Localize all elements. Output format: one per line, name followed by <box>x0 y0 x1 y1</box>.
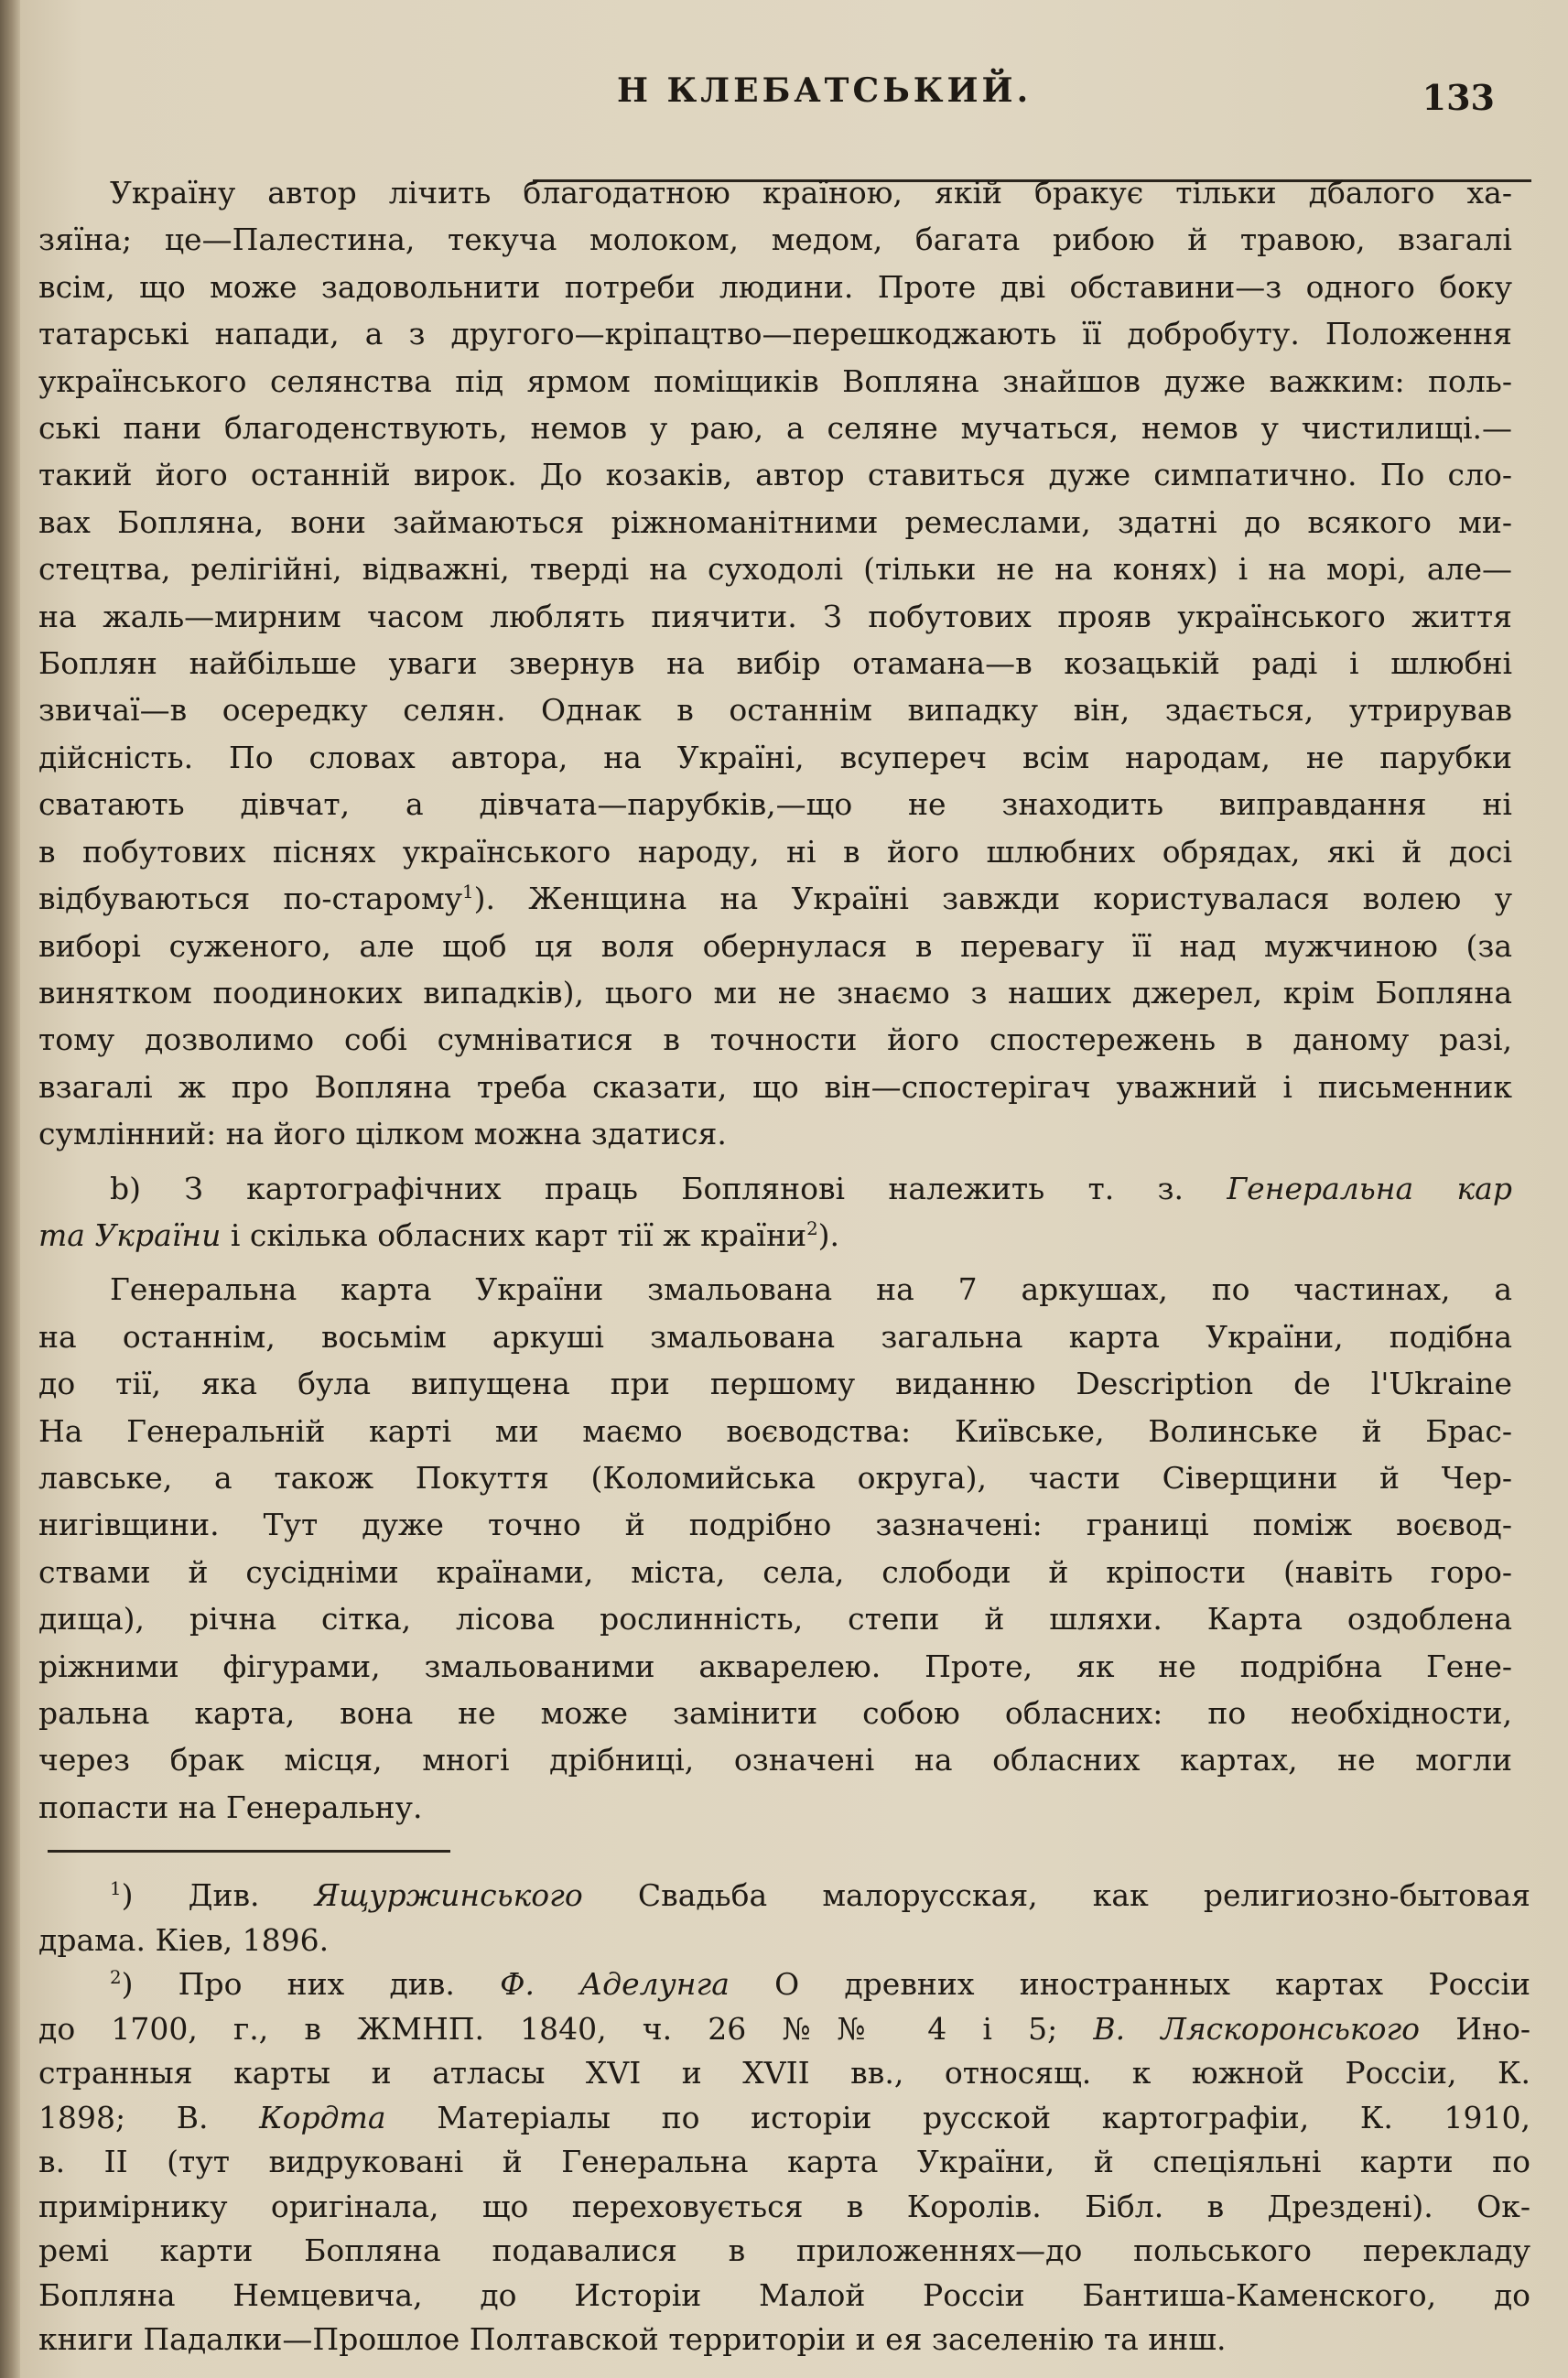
book-gutter <box>0 0 20 2378</box>
footnote-2-line: в. II (тут видруковані й Генеральна карта України, й спеціяльні карти по <box>38 2144 1530 2179</box>
text-line: ріжними фігурами, змальованими акварелею. Проте, як не подрібна Гене- <box>38 1648 1512 1684</box>
text-line: звичаї—в осередку селян. Однак в останнім випадку він, здається, утрирував <box>38 692 1512 729</box>
footnote-1-line: драма. Кіев, 1896. <box>38 1921 330 1958</box>
footnote-1-line <box>38 1874 1530 1919</box>
text-segment: ) Див. <box>121 1877 260 1913</box>
text-line: на жаль—мирним часом люблять пиячити. З побутових прояв українського життя <box>38 598 1512 634</box>
page-header <box>533 71 1531 126</box>
text-line: сумлінний: на його цілком можна здатися. <box>38 1116 727 1152</box>
text-line: На Генеральній карті ми маємо воєводства: Київське, Волинське й Брас- <box>38 1412 1512 1449</box>
author-name: Кордта <box>259 2099 386 2135</box>
text-line: виборі суженого, але щоб ця воля обернулася в перевагу її над мужчиною (за <box>38 927 1512 964</box>
footnote-marker: 2 <box>110 1967 122 1988</box>
text-segment: ). Женщина на Україні завжди користувалася волею у <box>473 881 1512 917</box>
section-b-line: та України і скілька обласних карт тії ж країни$^2$). <box>38 1216 840 1253</box>
text-segment: і скілька обласних карт тії ж країни <box>230 1216 807 1253</box>
footnote-2-line: ремі карти Бопляна подавалися в приложеннях—до польського перекладу <box>38 2232 1530 2268</box>
footnote-ref-2: 2 <box>806 1217 818 1239</box>
text-segment: відбуваються по-старому <box>38 881 463 917</box>
text-line: нигівщини. Тут дуже точно й подрібно зазначені: границі поміж воєвод- <box>38 1507 1512 1543</box>
footnote-2-line: странныя карты и атласы XVI и XVII вв., относящ. к южной Россіи, К. <box>38 2055 1530 2091</box>
map-title: та України <box>38 1216 222 1253</box>
text-line: татарські напади, а з другого—кріпацтво—перешкоджають її добробуту. Положення <box>38 316 1512 352</box>
text-line: дійсність. По словах автора, на Україні, всупереч всім народам, не парубки <box>38 739 1512 775</box>
author-name: Ящуржинського <box>314 1877 583 1913</box>
section-b-line <box>38 1165 1512 1212</box>
text-segment: Матеріалы по исторіи русской картографіи, К. 1910, <box>437 2099 1530 2135</box>
text-line <box>38 875 1512 922</box>
running-title: Н КЛЕБАТСЬКИЙ. <box>617 71 1033 110</box>
text-segment: до 1700, г., в ЖМНП. 1840, ч. 26 №№ 4 і 5; <box>38 2010 1058 2047</box>
page-number: 133 <box>1422 77 1495 118</box>
text-line: українського селянства під ярмом поміщиків Вопляна знайшов дуже важким: поль- <box>38 362 1512 399</box>
text-line: Україну автор лічить благодатною країною, якій бракує тільки дбалого ха- <box>110 175 1512 211</box>
text-line: стецтва, релігійні, відважні, тверді на суходолі (тільки не на конях) і на морі, але— <box>38 551 1512 588</box>
text-line: винятком поодиноких випадків), цього ми не знаємо з наших джерел, крім Бопляна <box>38 974 1512 1011</box>
footnote-rule <box>48 1850 450 1853</box>
text-line: попасти на Генеральну. <box>38 1789 423 1825</box>
text-line: ські пани благоденствують, немов у раю, а селяне мучаться, немов у чистилищі.— <box>38 410 1512 447</box>
author-name: В. Ляскоронського <box>1093 2010 1421 2047</box>
text-line: до тії, яка була випущена при першому виданню Description de l'Ukraine <box>38 1366 1512 1402</box>
text-line: всім, що може задовольнити потреби людини. Проте дві обставини—з одного боку <box>38 268 1512 305</box>
map-title: Генеральна кар <box>1227 1170 1512 1206</box>
footnote-2-line: Бопляна Немцевича, до Исторіи Малой Россіи Бантиша-Каменского, до <box>38 2276 1530 2313</box>
text-segment: ) Про них див. <box>121 1966 455 2002</box>
text-segment: 1898; В. <box>38 2099 209 2135</box>
text-line: тому дозволимо собі сумніватися в точности його спостережень в даному разі, <box>38 1021 1512 1058</box>
text-line: взагалі ж про Вопляна треба сказати, що він—спостерігач уважний і письменник <box>38 1068 1512 1105</box>
author-name: Ф. Аделунга <box>500 1966 730 2002</box>
text-line: Боплян найбільше уваги звернув на вибір отамана—в козацькій раді і шлюбні <box>38 645 1512 682</box>
text-line: Генеральна карта України змальована на 7 аркушах, по частинах, а <box>110 1271 1512 1308</box>
text-line: через брак місця, многі дрібниці, означені на обласних картах, не могли <box>38 1742 1512 1778</box>
footnote-2-line: книги Падалки—Прошлое Полтавской территоріи и ея заселенію та инш. <box>38 2321 1227 2357</box>
footnote-2-line: примірнику оригінала, що переховується в Королів. Бібл. в Дрездені). Ок- <box>38 2188 1530 2224</box>
footnote-ref-1: 1 <box>462 881 474 903</box>
text-line: на останнім, восьмім аркуші змальована загальна карта України, подібна <box>38 1318 1512 1355</box>
text-line: лавське, а також Покуття (Коломийська округа), части Сіверщини й Чер- <box>38 1459 1512 1496</box>
text-line: ральна карта, вона не може замінити собою обласних: по необхідности, <box>38 1695 1512 1731</box>
text-segment: b) З картографічних праць Боплянові належить т. з. <box>110 1170 1184 1206</box>
footnote-2-line <box>38 2096 1530 2141</box>
text-line: такий його останній вирок. До козаків, автор ставиться дуже симпатично. По сло- <box>38 457 1512 493</box>
text-line: дища), річна сітка, лісова рослинність, степи й шляхи. Карта оздоблена <box>38 1601 1512 1638</box>
text-line: ствами й сусідніми країнами, міста, села, слободи й кріпости (навіть горо- <box>38 1553 1512 1590</box>
footnote-2-line <box>38 1962 1530 2007</box>
text-segment: Свадьба малорусская, как религиозно-бытовая <box>637 1877 1530 1913</box>
text-segment: Ино- <box>1455 2010 1530 2047</box>
text-line: зяїна; це—Палестина, текуча молоком, медом, багата рибою й травою, взагалі <box>38 222 1512 258</box>
footnote-marker: 1 <box>110 1878 122 1899</box>
text-line: вах Бопляна, вони займаються ріжноманітними ремеслами, здатні до всякого ми- <box>38 503 1512 540</box>
footnote-2-line <box>38 2007 1530 2052</box>
footnotes <box>38 1874 1530 2362</box>
paragraph-gap <box>38 1158 1512 1165</box>
main-text <box>38 169 1512 1831</box>
text-line: в побутових піснях українського народу, ні в його шлюбних обрядах, які й досі <box>38 833 1512 870</box>
text-line: сватають дівчат, а дівчата—парубків,—що не знаходить виправдання ні <box>38 786 1512 823</box>
paragraph-gap <box>38 1259 1512 1266</box>
book-page <box>20 0 1568 2378</box>
text-segment: О древних иностранных картах Россіи <box>774 1966 1530 2002</box>
